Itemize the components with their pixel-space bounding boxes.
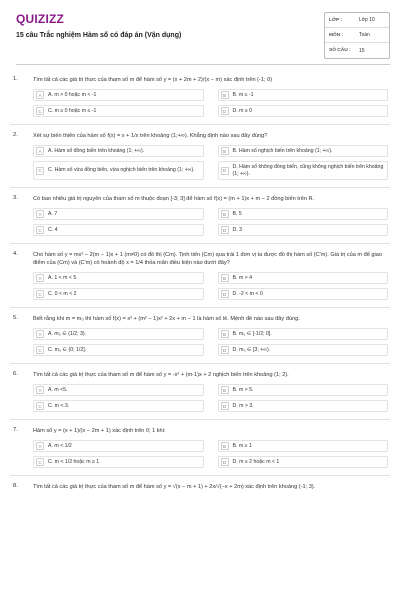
question-number: 1. [13,76,18,82]
option-letter-box: D [221,107,229,115]
info-value: 15 [359,47,365,54]
option-text: C. 4 [48,226,58,233]
answer-options [33,208,388,236]
answer-option-a[interactable] [33,89,204,101]
option-text: D. -2 < m < 0 [232,290,263,297]
option-letter-box: A [36,210,44,218]
answer-option-d[interactable] [218,105,389,117]
option-letter-box: A [36,386,44,394]
question-text: Tìm tất cả các giá trị thực của tham số m để hàm số y = (x + 2m + 2)/(x − m) xác định trên (-1; 0) [33,77,273,83]
question-separator [10,124,390,125]
answer-option-d[interactable] [218,288,389,300]
option-text: A. m > 0 hoặc m < -1 [48,91,97,98]
question-separator [10,243,390,244]
answer-option-c[interactable] [33,105,204,117]
answer-options [33,440,388,468]
answer-option-c[interactable] [33,288,204,300]
question [0,132,400,180]
option-text: B. m ≤ -1 [232,91,254,98]
option-letter-box: D [221,346,229,354]
option-letter-box: D [221,402,229,410]
option-letter-box: B [221,91,229,99]
option-text: C. Hàm số vừa đồng biến, vừa nghịch biến trên khoảng (1; +∞). [48,167,195,174]
info-value: Lớp 10 [359,17,375,23]
answer-options [33,89,388,117]
question-text: Tìm tất cả các giá trị thực của tham số m để hàm số y = √(x − m + 1) + 2x/√(−x + 2m) xác định trên khoảng (-1; 3). [33,484,316,490]
answer-option-d[interactable] [218,456,389,468]
option-text: C. m < 1/2 hoặc m ≥ 1 [48,458,100,465]
answer-option-c[interactable] [33,344,204,356]
page-title: 15 câu Trắc nghiệm Hàm số có đáp án (Vận dụng) [16,32,182,39]
option-text: D. m₀ ∈ [3; +∞). [232,346,271,353]
option-text: B. m > 4 [232,274,252,281]
info-box [324,12,390,59]
answer-option-d[interactable] [218,400,389,412]
question-number: 4. [13,251,18,257]
option-letter-box: D [221,458,229,466]
info-key: MÔN : [329,32,344,38]
answer-option-d[interactable] [218,224,389,236]
option-text: A. m₀ ∈ (1/2; 3). [48,330,87,337]
option-text: C. m₀ ∈ (0; 1/2]. [48,346,87,353]
header-divider [16,64,390,65]
option-letter-box: C [36,226,44,234]
answer-option-a[interactable] [33,145,204,157]
question-number: 5. [13,315,18,321]
info-key: LỚP : [329,17,343,23]
answer-option-a[interactable] [33,384,204,396]
question-text: Xét sự biến thiên của hàm số f(x) = x + 1/x trên khoảng (1;+∞). Khẳng định nào sau đây đúng? [33,133,268,139]
option-text: A. 7 [48,210,58,217]
answer-option-c[interactable] [33,161,204,180]
option-letter-box: A [36,330,44,338]
question [0,427,400,468]
question-separator [10,475,390,476]
answer-options [33,384,388,412]
option-letter-box: D [221,167,229,175]
answer-option-d[interactable] [218,161,389,180]
answer-option-c[interactable] [33,224,204,236]
quizizz-logo: QUIZIZZ [16,12,65,26]
answer-option-a[interactable] [33,272,204,284]
option-text: A. m <5. [48,386,68,393]
answer-option-b[interactable] [218,145,389,157]
option-letter-box: C [36,107,44,115]
option-letter-box: C [36,346,44,354]
option-letter-box: A [36,91,44,99]
option-text: D. m ≥ 2 hoặc m < 1 [232,458,280,465]
question-separator [10,419,390,420]
page-header [0,0,400,62]
answer-option-c[interactable] [33,456,204,468]
question-separator [10,187,390,188]
option-text: D. m > 3. [232,402,254,409]
option-letter-box: A [36,274,44,282]
question-number: 2. [13,132,18,138]
question-number: 8. [13,483,18,489]
option-text: B. m ≥ 1 [232,442,252,449]
option-letter-box: B [221,386,229,394]
option-text: B. m₀ ∈ [-1/2; 0]. [232,330,272,337]
option-letter-box: C [36,167,44,175]
option-letter-box: B [221,147,229,155]
question-text: Có bao nhiêu giá trị nguyên của tham số m thuộc đoạn [-3; 3] để hàm số f(x) = (m + 1)x + m − 2 đồng biến trên R. [33,196,315,202]
option-letter-box: B [221,210,229,218]
question-list [0,76,400,491]
answer-option-d[interactable] [218,344,389,356]
option-text: C. 0 < m < 2 [48,290,77,297]
option-letter-box: C [36,290,44,298]
question [0,371,400,412]
answer-option-a[interactable] [33,328,204,340]
question-text: Biết rằng khi m = m₀ thì hàm số f(x) = x³ + (m² − 1)x² + 2x + m − 1 là hàm số lẻ. Mệnh đề nào sau đây đúng. [33,316,300,322]
option-letter-box: C [36,402,44,410]
answer-option-b[interactable] [218,440,389,452]
option-letter-box: A [36,147,44,155]
option-letter-box: B [221,330,229,338]
answer-option-b[interactable] [218,384,389,396]
option-letter-box: B [221,274,229,282]
answer-option-a[interactable] [33,440,204,452]
option-text: C. m < 3. [48,402,70,409]
answer-option-a[interactable] [33,208,204,220]
option-text: D. m ≥ 0 [232,107,253,114]
option-text: A. Hàm số đồng biến trên khoảng (1; +∞). [48,147,145,154]
question-text: Cho hàm số y = mx² − 2(m − 1)x + 1 (m≠0) có đồ thị (Cm). Tịnh tiến (Cm) qua trái 1 đơn vị ta được đồ thị hàm số (C'm). Giá trị của m để giao điểm của (Cm) và (C'm) có hoành độ x = 1/4 thỏa mãn điều kiện nào dưới đây? [33,252,382,266]
option-letter-box: A [36,442,44,450]
question [0,195,400,236]
info-row-subject [325,28,389,43]
option-text: D. Hàm số không đồng biến, cũng không nghịch biến trên khoảng (1; +∞). [232,163,384,177]
answer-option-b[interactable] [218,89,389,101]
answer-option-b[interactable] [218,208,389,220]
question-number: 3. [13,195,18,201]
option-text: C. m ≥ 0 hoặc m ≤ -1 [48,107,97,114]
info-key: SỐ CÂU : [329,48,351,53]
answer-options [33,272,388,300]
info-row-count [325,43,389,58]
question [0,251,400,300]
option-letter-box: D [221,226,229,234]
option-text: D. 3 [232,226,243,233]
option-letter-box: B [221,442,229,450]
info-value: Toán [359,32,370,38]
question [0,76,400,117]
question [0,483,400,491]
question-number: 6. [13,371,18,377]
question-separator [10,307,390,308]
answer-option-b[interactable] [218,328,389,340]
question [0,315,400,356]
answer-options [33,145,388,180]
option-letter-box: D [221,290,229,298]
question-separator [10,363,390,364]
info-row-class [325,13,389,28]
answer-options [33,328,388,356]
option-letter-box: C [36,458,44,466]
option-text: B. 5 [232,210,242,217]
question-text: Tìm tất cả các giá trị thực của tham số m để hàm số y = -x² + (m-1)x + 2 nghịch biến trên khoảng (1; 2). [33,372,289,378]
question-text: Hàm số y = (x + 1)/(x − 2m + 1) xác định trên 0; 1 khi: [33,428,166,434]
option-text: B. m > 5. [232,386,254,393]
question-number: 7. [13,427,18,433]
option-text: A. 1 < m < 5 [48,274,77,281]
option-text: A. m < 1/2 [48,442,72,449]
option-text: B. Hàm số nghịch biến trên khoảng (1; +∞). [232,147,333,154]
answer-option-b[interactable] [218,272,389,284]
answer-option-c[interactable] [33,400,204,412]
